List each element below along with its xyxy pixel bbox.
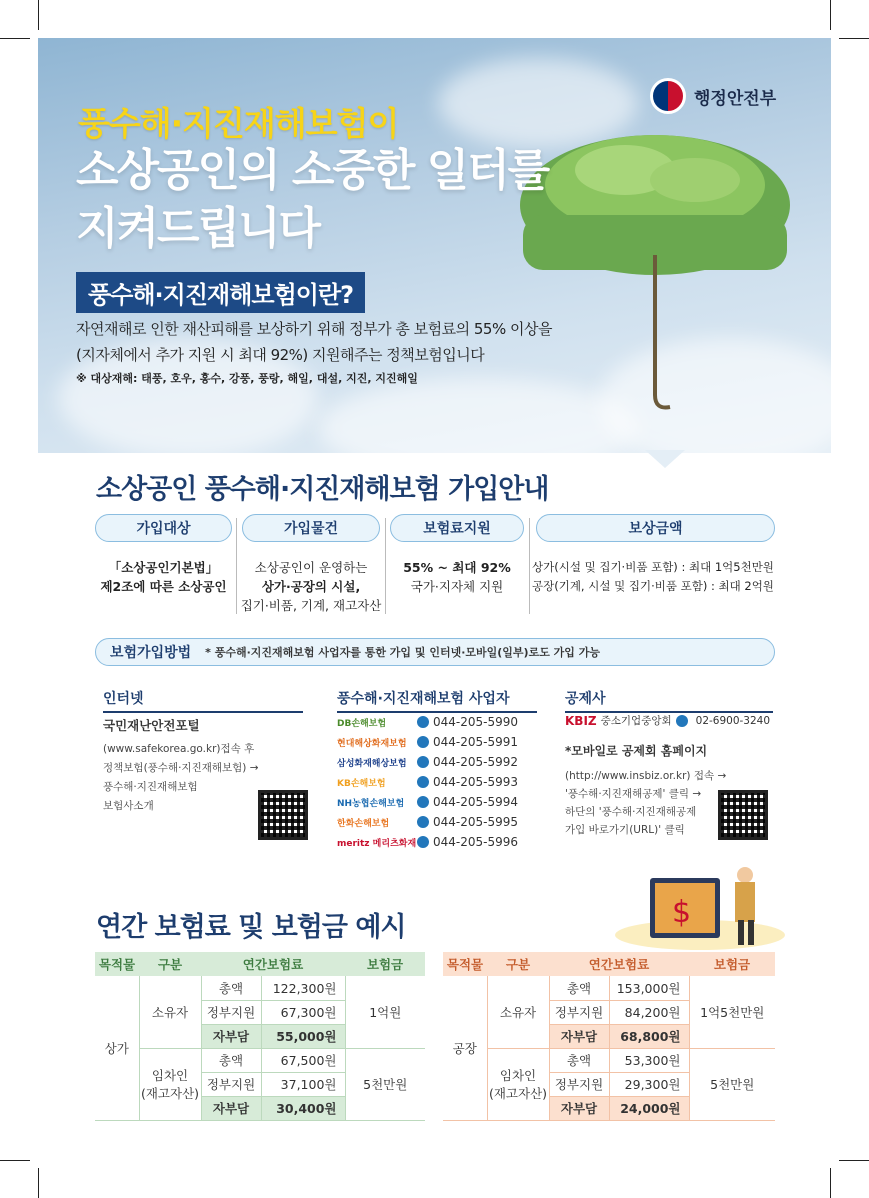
label-cell: 자부담 [549, 1024, 609, 1048]
pill-compensation: 보상금액 [536, 514, 775, 542]
info-text: 소상공인이 운영하는 [254, 560, 368, 575]
label-cell: 총액 [549, 1048, 609, 1072]
type-cell: 소유자 [487, 976, 549, 1048]
taegeuk-emblem-icon [650, 78, 686, 114]
hero-subtitle: 풍수해·지진재해보험이 [78, 104, 399, 143]
header-cell: 구분 [139, 952, 201, 976]
phone-icon [417, 756, 429, 768]
label-cell: 정부지원 [549, 1072, 609, 1096]
insurer-name: meritz 메리츠화재 [337, 838, 417, 849]
label-cell: 정부지원 [201, 1000, 261, 1024]
amount-cell: 55,000원 [261, 1024, 345, 1048]
label-cell: 정부지원 [201, 1072, 261, 1096]
hero-desc-line1: 자연재해로 인한 재산피해를 보상하기 위해 정부가 총 보험료의 55% 이상을 [76, 320, 552, 338]
info-text: 상가(시설 및 집기·비품 포함) : 최대 1억5천만원 [532, 560, 774, 574]
label-cell: 자부담 [201, 1024, 261, 1048]
type-cell: 소유자 [139, 976, 201, 1048]
crop-mark [38, 0, 39, 30]
hero-notch [645, 450, 685, 468]
header-cell: 연간보험료 [201, 952, 345, 976]
info-text: 국가·지자체 지원 [410, 579, 504, 594]
info-text: 공장(기계, 시설 및 집기·비품 포함) : 최대 2억원 [532, 579, 774, 593]
guide-title: 소상공인 풍수해·지진재해보험 가입안내 [96, 474, 549, 505]
mutual-mobile: *모바일로 공제회 홈페이지 [565, 744, 708, 758]
crop-mark [830, 1168, 831, 1198]
insurer-name: NH농협손해보험 [337, 798, 405, 809]
example-table-factory [443, 952, 775, 1121]
insurer-row [337, 795, 518, 809]
insurer-phone[interactable]: 044-205-5996 [433, 835, 519, 849]
info-subsidy [390, 558, 524, 596]
amount-cell: 30,400원 [261, 1096, 345, 1120]
phone-icon [417, 836, 429, 848]
payout-cell: 1억5천만원 [689, 976, 775, 1048]
info-compensation [532, 558, 780, 596]
divider [529, 518, 530, 614]
kbiz-org: 중소기업중앙회 [600, 715, 672, 727]
insurer-phone[interactable]: 044-205-5993 [433, 775, 519, 789]
example-title: 연간 보험료 및 보험금 예시 [96, 912, 406, 943]
amount-cell: 29,300원 [609, 1072, 689, 1096]
type-subtext: (재고자산) [488, 1086, 548, 1101]
amount-cell: 122,300원 [261, 976, 345, 1000]
insurer-phone[interactable]: 044-205-5995 [433, 815, 519, 829]
phone-icon [417, 776, 429, 788]
phone-icon [417, 736, 429, 748]
header-cell: 목적물 [443, 952, 487, 976]
hero-description [76, 316, 552, 368]
target-cell: 상가 [95, 976, 139, 1120]
svg-text:$: $ [672, 895, 692, 930]
phone-icon [417, 716, 429, 728]
label-cell: 자부담 [549, 1096, 609, 1120]
insurer-name: 현대해상화재보험 [337, 738, 407, 749]
type-text: 임차인 [499, 1068, 537, 1083]
internet-steps [103, 740, 259, 816]
insurer-row [337, 735, 518, 749]
amount-cell: 67,500원 [261, 1048, 345, 1072]
insurers-heading: 풍수해·지진재해보험 사업자 [337, 688, 537, 713]
crop-mark [839, 38, 869, 39]
info-text: 「소상공인기본법」 [108, 560, 219, 575]
pill-target: 가입대상 [95, 514, 232, 542]
kbiz-row [565, 713, 770, 728]
method-note: * 풍수해·지진재해보험 사업자를 통한 가입 및 인터넷·모바일(일부)로도 가입 가능 [205, 646, 600, 659]
header-cell: 보험금 [345, 952, 425, 976]
info-text: 제2조에 따른 소상공인 [100, 579, 227, 594]
pill-property: 가입물건 [242, 514, 380, 542]
method-label: 보험가입방법 [110, 645, 192, 661]
header-cell: 보험금 [689, 952, 775, 976]
amount-cell: 68,800원 [609, 1024, 689, 1048]
insurer-name: 한화손해보험 [337, 818, 390, 829]
info-property [236, 558, 386, 615]
insurer-row [337, 775, 518, 789]
hero-title [76, 142, 548, 258]
method-bar [95, 638, 775, 666]
kbiz-logo: KBIZ [565, 713, 597, 728]
step-text: 정책보험(풍수해·지진재해보험) → [103, 762, 259, 774]
crop-mark [0, 1160, 30, 1161]
crop-mark [38, 1168, 39, 1198]
leaf-umbrella-illustration [505, 125, 805, 425]
label-cell: 총액 [201, 1048, 261, 1072]
crop-mark [0, 38, 30, 39]
step-text: '풍수해·지진재해공제' 클릭 → [565, 788, 702, 800]
type-cell [139, 1048, 201, 1120]
crop-mark [830, 0, 831, 30]
step-text: 하단의 '풍수해·지진재해공제 [565, 806, 697, 818]
mutual-steps [565, 767, 726, 839]
step-text: 풍수해·지진재해보험 [103, 781, 198, 793]
ministry-logo [650, 78, 776, 114]
amount-cell: 67,300원 [261, 1000, 345, 1024]
amount-cell: 24,000원 [609, 1096, 689, 1120]
step-text: (www.safekorea.go.kr)접속 후 [103, 743, 255, 755]
insurer-row [337, 835, 518, 849]
label-cell: 정부지원 [549, 1000, 609, 1024]
insurer-row [337, 715, 518, 729]
type-cell [487, 1048, 549, 1120]
amount-cell: 153,000원 [609, 976, 689, 1000]
insurer-row [337, 755, 518, 769]
amount-cell: 84,200원 [609, 1000, 689, 1024]
type-text: 임차인 [151, 1068, 189, 1083]
label-cell: 자부담 [201, 1096, 261, 1120]
type-subtext: (재고자산) [140, 1086, 200, 1101]
header-cell: 구분 [487, 952, 549, 976]
insurer-phone[interactable]: 044-205-5992 [433, 755, 519, 769]
insurer-name: KB손해보험 [337, 778, 386, 789]
header-cell: 연간보험료 [549, 952, 689, 976]
amount-cell: 53,300원 [609, 1048, 689, 1072]
phone-icon [676, 715, 688, 727]
step-text: (http://www.insbiz.or.kr) 접속 → [565, 770, 727, 782]
internet-heading: 인터넷 [103, 688, 303, 713]
phone-icon [417, 816, 429, 828]
internet-portal-name: 국민재난안전포털 [103, 718, 200, 733]
hero-question: 풍수해·지진재해보험이란? [76, 272, 365, 313]
step-text: 가입 바로가기(URL)' 클릭 [565, 824, 685, 836]
info-text: 상가·공장의 시설, [261, 579, 361, 594]
mutual-heading: 공제사 [565, 688, 773, 713]
payout-cell: 5천만원 [345, 1048, 425, 1120]
example-table-store [95, 952, 425, 1121]
kbiz-phone[interactable]: 02-6900-3240 [695, 714, 771, 727]
amount-cell: 37,100원 [261, 1072, 345, 1096]
label-cell: 총액 [549, 976, 609, 1000]
hero-title-line2: 지켜드립니다 [76, 203, 320, 254]
insurer-phone[interactable]: 044-205-5991 [433, 735, 519, 749]
pill-subsidy: 보험료지원 [390, 514, 524, 542]
insurer-row [337, 815, 518, 829]
payout-cell: 5천만원 [689, 1048, 775, 1120]
hero-title-line1: 소상공인의 소중한 일터를 [76, 145, 549, 196]
insurer-phone[interactable]: 044-205-5994 [433, 795, 519, 809]
payout-cell: 1억원 [345, 976, 425, 1048]
label-cell: 총액 [201, 976, 261, 1000]
hero-note: ※ 대상재해: 태풍, 호우, 홍수, 강풍, 풍랑, 해일, 대설, 지진, 지진해일 [76, 372, 418, 385]
insurer-phone[interactable]: 044-205-5990 [433, 715, 519, 729]
info-target [95, 558, 232, 596]
info-text: 55% ~ 최대 92% [403, 560, 511, 575]
crop-mark [839, 1160, 869, 1161]
header-cell: 목적물 [95, 952, 139, 976]
phone-icon [417, 796, 429, 808]
insurer-name: 삼성화재해상보험 [337, 758, 407, 769]
qr-code-mutual[interactable] [718, 790, 768, 840]
ministry-name: 행정안전부 [694, 88, 777, 109]
target-cell: 공장 [443, 976, 487, 1120]
step-text: 보험사소개 [103, 800, 154, 812]
qr-code-internet[interactable] [258, 790, 308, 840]
insurer-name: DB손해보험 [337, 718, 387, 729]
hero-desc-line2: (지자체에서 추가 지원 시 최대 92%) 지원해주는 정책보험입니다 [76, 346, 485, 364]
investor-illustration [610, 860, 790, 950]
info-text: 집기·비품, 기계, 재고자산 [240, 598, 382, 613]
